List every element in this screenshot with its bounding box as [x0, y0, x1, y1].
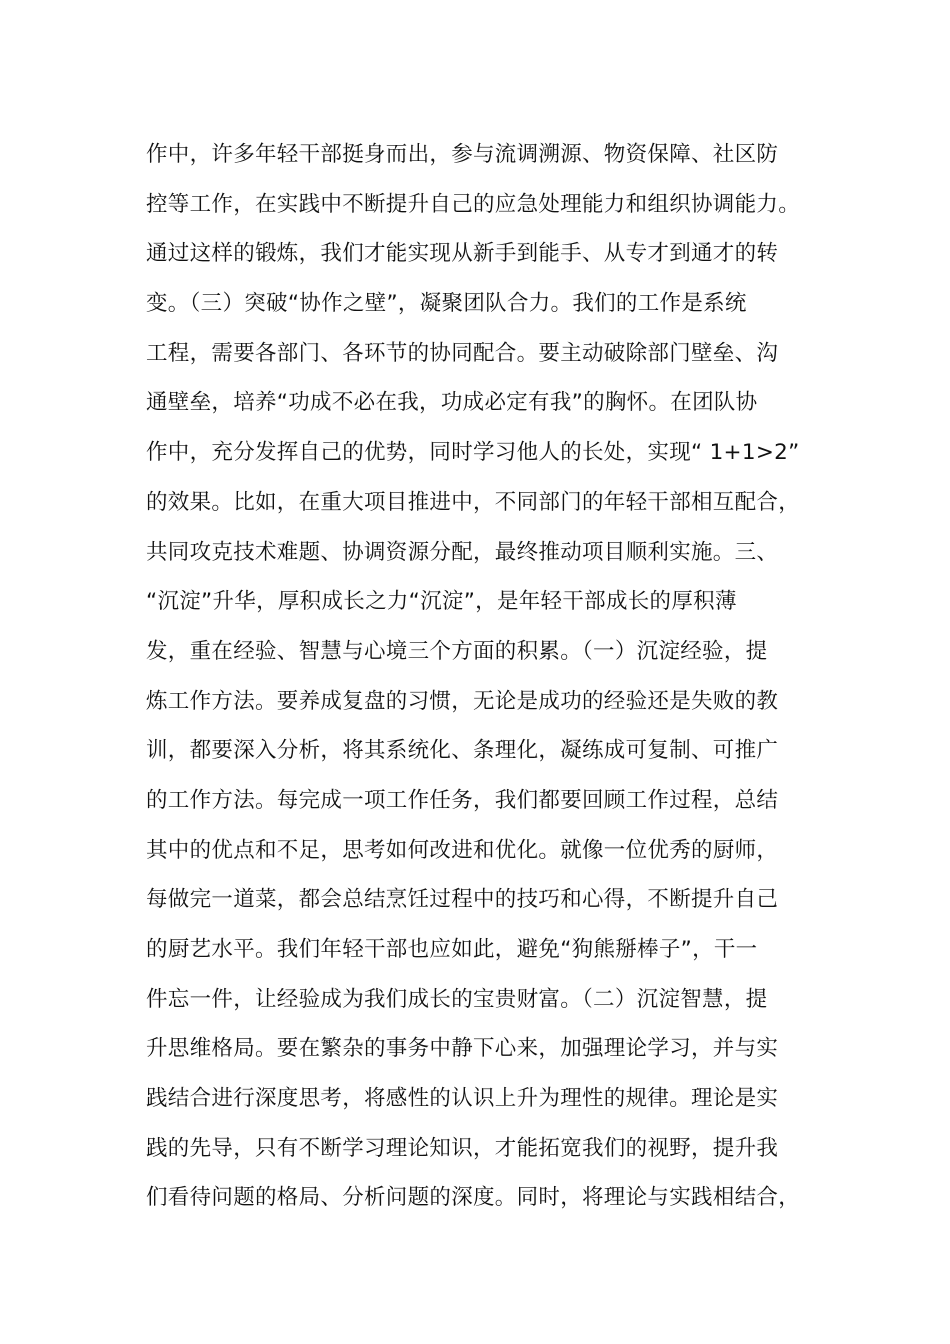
text-line: 每做完一道菜，都会总结烹饪过程中的技巧和心得，不断提升自己 [146, 887, 779, 913]
text-line: 们看待问题的格局、分析问题的深度。同时，将理论与实践相结合， [146, 1185, 801, 1211]
text-line: 控等工作，在实践中不断提升自己的应急处理能力和组织协调能力。 [146, 191, 801, 217]
body-text [146, 130, 846, 1223]
text-line: 发，重在经验、智慧与心境三个方面的积累。（一）沉淀经验，提 [146, 638, 768, 664]
text-line: 的工作方法。每完成一项工作任务，我们都要回顾工作过程，总结 [146, 787, 779, 813]
text-line: 的效果。比如，在重大项目推进中，不同部门的年轻干部相互配合， [146, 489, 801, 515]
text-line: 通壁垒，培养“功成不必在我，功成必定有我”的胸怀。在团队协 [146, 390, 758, 416]
text-line: 共同攻克技术难题、协调资源分配，最终推动项目顺利实施。三、 [146, 539, 779, 565]
text-line: 升思维格局。要在繁杂的事务中静下心来，加强理论学习，并与实 [146, 1036, 779, 1062]
text-line: 的厨艺水平。我们年轻干部也应如此，避免“狗熊掰棒子”，干一 [146, 937, 758, 962]
text-line: 炼工作方法。要养成复盘的习惯，无论是成功的经验还是失败的教 [146, 688, 779, 714]
text-line: 作中，许多年轻干部挺身而出，参与流调溯源、物资保障、社区防 [146, 142, 779, 167]
text-line: 训，都要深入分析，将其系统化、条理化，凝练成可复制、可推广 [146, 738, 779, 764]
text-line: 通过这样的锻炼，我们才能实现从新手到能手、从专才到通才的转 [146, 241, 779, 267]
text-line: 变。（三）突破“协作之壁”，凝聚团队合力。我们的工作是系统 [146, 291, 747, 317]
text-line: 件忘一件，让经验成为我们成长的宝贵财富。（二）沉淀智慧，提 [146, 986, 768, 1012]
text-line: “沉淀”升华，厚积成长之力“沉淀”，是年轻干部成长的厚积薄 [146, 589, 737, 615]
text-line: 工程，需要各部门、各环节的协同配合。要主动破除部门壁垒、沟 [146, 340, 779, 366]
text-line: 其中的优点和不足，思考如何改进和优化。就像一位优秀的厨师， [146, 837, 779, 863]
text-line: 践的先导，只有不断学习理论知识，才能拓宽我们的视野，提升我 [146, 1135, 779, 1161]
text-line: 践结合进行深度思考，将感性的认识上升为理性的规律。理论是实 [146, 1086, 779, 1112]
text-line: 作中，充分发挥自己的优势，同时学习他人的长处，实现“ 1+1>2” [146, 440, 800, 466]
